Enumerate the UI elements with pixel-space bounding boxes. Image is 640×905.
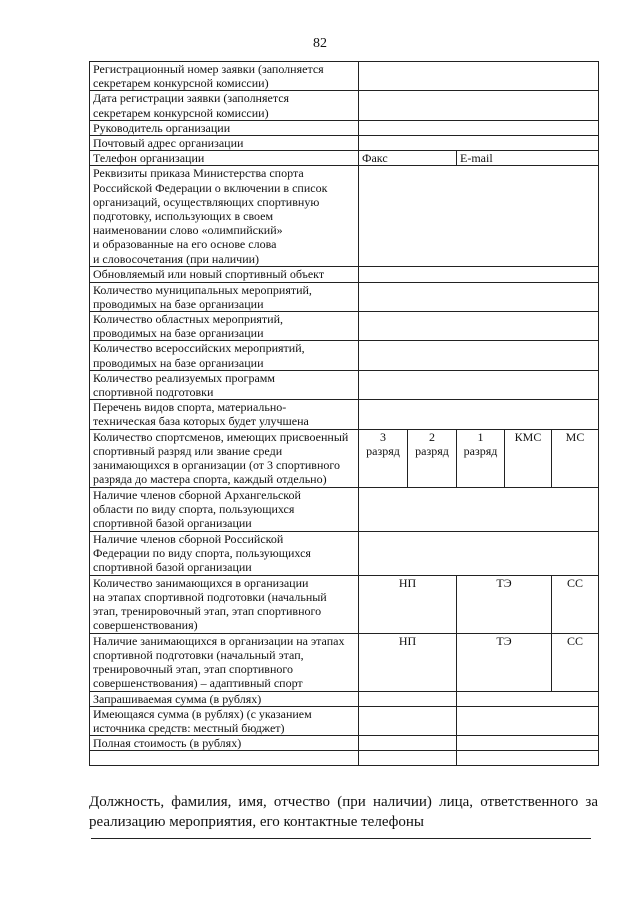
- label-national-team: Наличие членов сборной Российской Федерации по виду спорта, пользующихся спортивной базой организации: [90, 531, 359, 575]
- empty-row-field[interactable]: [359, 751, 457, 766]
- label-reg-number: Регистрационный номер заявки (заполняется секретарем конкурсной комиссии): [90, 62, 359, 91]
- label-total-cost: Полная стоимость (в рублях): [90, 736, 359, 751]
- field-address[interactable]: [359, 136, 599, 151]
- label-sports-list: Перечень видов спорта, материально- техническая база которых будет улучшена: [90, 400, 359, 429]
- field-fax[interactable]: Факс: [359, 151, 457, 166]
- label-adaptive: Наличие занимающихся в организации на этапах спортивной подготовки (начальный этап, тренировочный этап, этап спортивного совершенствования) – адаптивный спорт: [90, 633, 359, 691]
- label-trainees: Количество занимающихся в организации на этапах спортивной подготовки (начальный этап, тренировочный этап, этап спортивного совершенствования): [90, 575, 359, 633]
- page-number: 82: [313, 36, 327, 51]
- field-available-sum[interactable]: [359, 706, 457, 735]
- field-regional-team[interactable]: [359, 487, 599, 531]
- signature-line[interactable]: [91, 838, 591, 839]
- field-requested-sum-2[interactable]: [457, 691, 599, 706]
- field-available-sum-2[interactable]: [457, 706, 599, 735]
- label-municipal-events: Количество муниципальных мероприятий, проводимых на базе организации: [90, 282, 359, 311]
- trainees-ss-cell[interactable]: СС: [552, 575, 599, 633]
- field-total-cost[interactable]: [359, 736, 457, 751]
- field-total-cost-2[interactable]: [457, 736, 599, 751]
- rank-2-cell[interactable]: 2 разряд: [408, 429, 457, 487]
- adaptive-np-cell[interactable]: НП: [359, 633, 457, 691]
- adaptive-ss-cell[interactable]: СС: [552, 633, 599, 691]
- field-reg-number[interactable]: [359, 62, 599, 91]
- label-available-sum: Имеющаяся сумма (в рублях) (с указанием источника средств: местный бюджет): [90, 706, 359, 735]
- application-form-table: [89, 61, 599, 766]
- field-reg-date[interactable]: [359, 91, 599, 120]
- adaptive-te-cell[interactable]: ТЭ: [457, 633, 552, 691]
- label-requested-sum: Запрашиваемая сумма (в рублях): [90, 691, 359, 706]
- field-head[interactable]: [359, 120, 599, 135]
- field-national-team[interactable]: [359, 531, 599, 575]
- label-athletes: Количество спортсменов, имеющих присвоенный спортивный разряд или звание среди занимающихся в организации (от 3 спортивного разряда до мастера спорта, каждый отдельно): [90, 429, 359, 487]
- field-regional-events[interactable]: [359, 312, 599, 341]
- responsible-person-text: Должность, фамилия, имя, отчество (при наличии) лица, ответственного за реализацию мероприятия, его контактные телефоны: [89, 794, 598, 830]
- label-ministry-order: Реквизиты приказа Министерства спорта Российской Федерации о включении в список организаций, осуществляющих спортивную подготовку, использующих в своем наименовании слово «олимпийский» и образованные на его основе слова и словосочетания (при наличии): [90, 166, 359, 267]
- field-municipal-events[interactable]: [359, 282, 599, 311]
- field-programs[interactable]: [359, 370, 599, 399]
- rank-1-cell[interactable]: 1 разряд: [457, 429, 505, 487]
- field-requested-sum[interactable]: [359, 691, 457, 706]
- label-regional-team: Наличие членов сборной Архангельской области по виду спорта, пользующихся спортивной базой организации: [90, 487, 359, 531]
- trainees-te-cell[interactable]: ТЭ: [457, 575, 552, 633]
- empty-row-field-2[interactable]: [457, 751, 599, 766]
- label-facility: Обновляемый или новый спортивный объект: [90, 267, 359, 282]
- empty-row-label: [90, 751, 359, 766]
- label-programs: Количество реализуемых программ спортивной подготовки: [90, 370, 359, 399]
- field-sports-list[interactable]: [359, 400, 599, 429]
- field-ministry-order[interactable]: [359, 166, 599, 267]
- rank-kms-cell[interactable]: КМС: [505, 429, 552, 487]
- rank-ms-cell[interactable]: МС: [552, 429, 599, 487]
- label-address: Почтовый адрес организации: [90, 136, 359, 151]
- trainees-np-cell[interactable]: НП: [359, 575, 457, 633]
- rank-3-cell[interactable]: 3 разряд: [359, 429, 408, 487]
- field-facility[interactable]: [359, 267, 599, 282]
- field-email[interactable]: E-mail: [457, 151, 599, 166]
- label-head: Руководитель организации: [90, 120, 359, 135]
- label-phone: Телефон организации: [90, 151, 359, 166]
- label-national-events: Количество всероссийских мероприятий, проводимых на базе организации: [90, 341, 359, 370]
- label-reg-date: Дата регистрации заявки (заполняется секретарем конкурсной комиссии): [90, 91, 359, 120]
- field-national-events[interactable]: [359, 341, 599, 370]
- label-regional-events: Количество областных мероприятий, проводимых на базе организации: [90, 312, 359, 341]
